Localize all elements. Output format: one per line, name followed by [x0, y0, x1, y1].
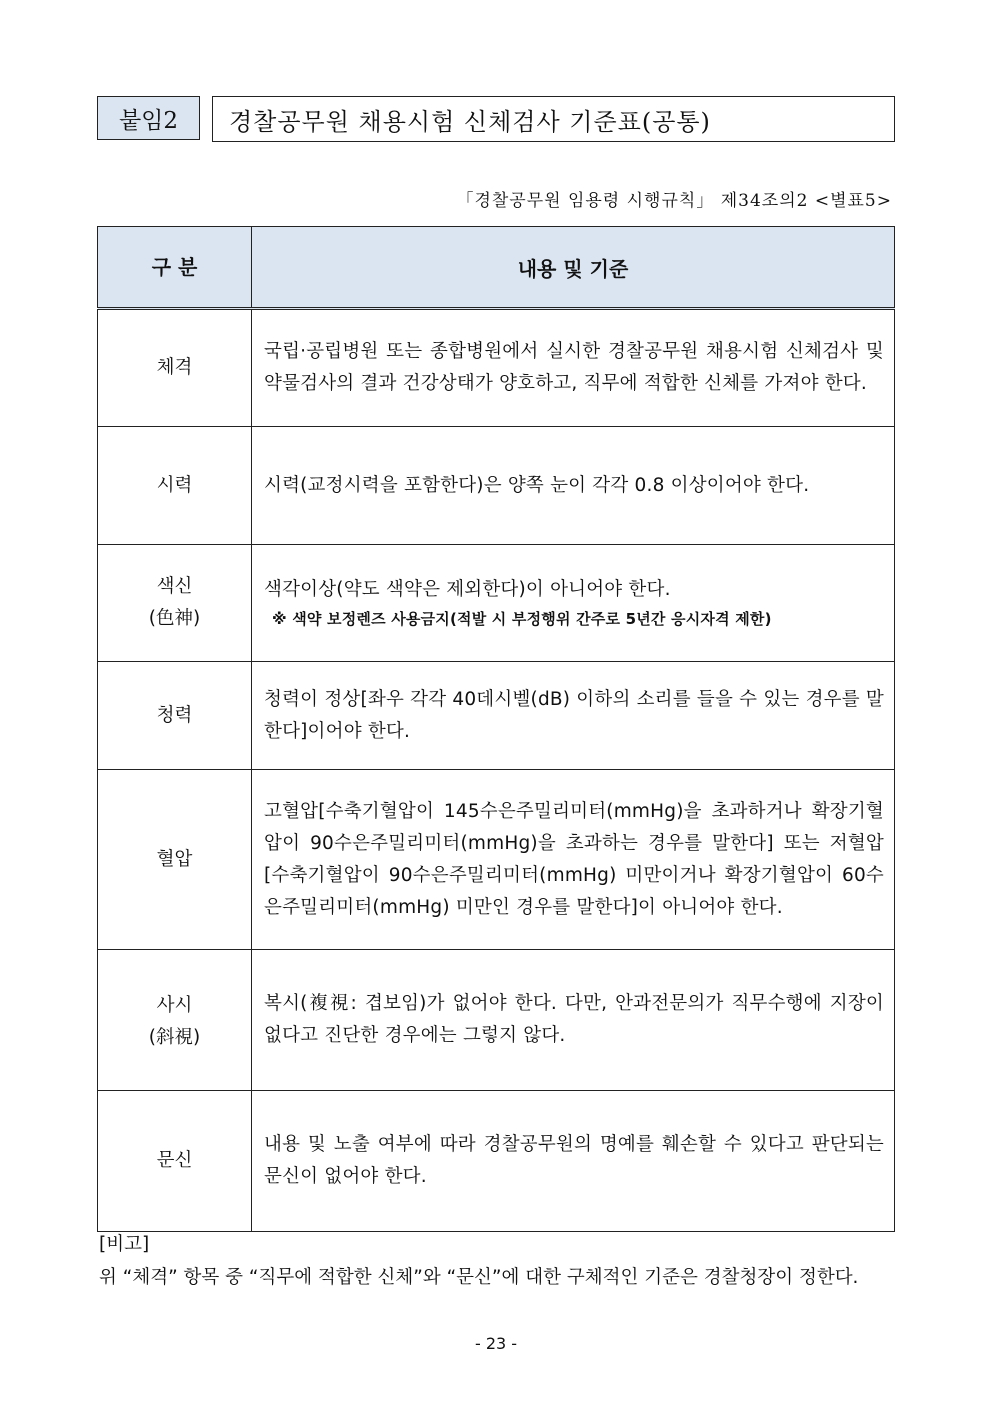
- category-label: 문신: [156, 1150, 193, 1171]
- row-category: [98, 1091, 252, 1232]
- table-row: [98, 545, 895, 662]
- row-category: [98, 545, 252, 662]
- row-content: 시력(교정시력을 포함한다)은 양쪽 눈이 각각 0.8 이상이어야 한다.: [252, 427, 895, 545]
- remarks-text: 위 “체격” 항목 중 “직무에 적합한 신체”와 “문신”에 대한 구체적인 기준은 경찰청장이 정한다.: [99, 1267, 859, 1288]
- row-category: [98, 427, 252, 545]
- table-row: [98, 309, 895, 427]
- row-category: [98, 770, 252, 950]
- table-row: [98, 662, 895, 770]
- category-sublabel: (色神): [148, 608, 201, 629]
- header-content: 내용 및 기준: [252, 227, 895, 309]
- row-content: 청력이 정상[좌우 각각 40데시벨(dB) 이하의 소리를 들을 수 있는 경우를 말한다]이어야 한다.: [252, 662, 895, 770]
- row-content: 국립·공립병원 또는 종합병원에서 실시한 경찰공무원 채용시험 신체검사 및 약물검사의 결과 건강상태가 양호하고, 직무에 적합한 신체를 가져야 한다.: [252, 309, 895, 427]
- row-content: 복시(複視: 겹보임)가 없어야 한다. 다만, 안과전문의가 직무수행에 지장이 없다고 진단한 경우에는 그렇지 않다.: [252, 950, 895, 1091]
- category-label: 사시: [156, 995, 193, 1016]
- row-content: 내용 및 노출 여부에 따라 경찰공무원의 명예를 훼손할 수 있다고 판단되는 문신이 없어야 한다.: [252, 1091, 895, 1232]
- table-header-row: [98, 227, 895, 309]
- table-row: [98, 770, 895, 950]
- row-content: [252, 545, 895, 662]
- criteria-table: [97, 226, 895, 1232]
- category-label: 혈압: [156, 848, 193, 870]
- category-label: 청력: [156, 704, 193, 726]
- row-category: [98, 662, 252, 770]
- attachment-tag: 붙임2: [97, 96, 200, 140]
- row-category: [98, 950, 252, 1091]
- remarks-label: [비고]: [99, 1234, 150, 1255]
- table-row: [98, 950, 895, 1091]
- category-sublabel: (斜視): [148, 1027, 201, 1048]
- row-content: 고혈압[수축기혈압이 145수은주밀리미터(mmHg)을 초과하거나 확장기혈압이 90수은주밀리미터(mmHg)을 초과하는 경우를 말한다] 또는 저혈압[수축기혈압이 90수은주밀리미터(mmHg) 미만이거나 확장기혈압이 60수은주밀리미터(mmHg) 미만인 경우를 말한다]이 아니어야 한다.: [252, 770, 895, 950]
- source-reference: 「경찰공무원 임용령 시행규칙」 제34조의2 <별표5>: [456, 191, 892, 211]
- row-category: [98, 309, 252, 427]
- header-category: 구 분: [98, 227, 252, 309]
- category-label: 색신: [156, 576, 193, 597]
- table-row: [98, 1091, 895, 1232]
- page-title: 경찰공무원 채용시험 신체검사 기준표(공통): [212, 96, 895, 142]
- category-label: 시력: [156, 474, 193, 496]
- content-note: ※ 색약 보정렌즈 사용금지(적발 시 부정행위 간주로 5년간 응시자격 제한): [272, 610, 772, 628]
- page-number: - 23 -: [474, 1334, 518, 1353]
- table-row: [98, 427, 895, 545]
- content-text: 색각이상(약도 색약은 제외한다)이 아니어야 한다.: [264, 579, 671, 600]
- category-label: 체격: [156, 357, 193, 378]
